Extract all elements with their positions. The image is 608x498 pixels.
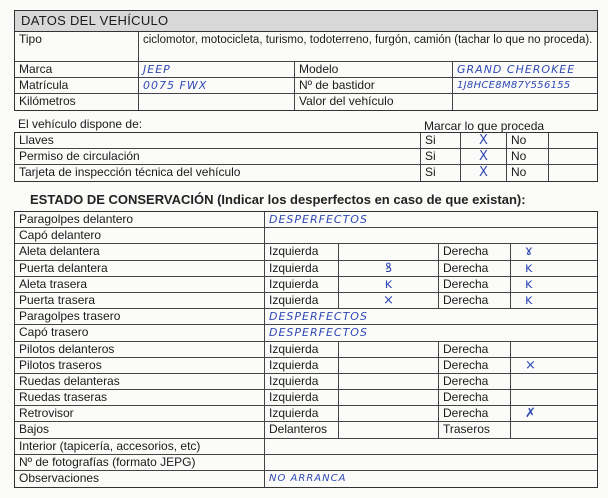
tipo-value: ciclomotor, motocicleta, turismo, todoterreno, furgón, camión (tachar lo que no proceda). <box>143 34 593 46</box>
empty-cell <box>339 244 439 259</box>
empty-cell <box>339 422 439 437</box>
izquierda-label: Izquierda <box>265 293 339 308</box>
row-label: Capó delantero <box>15 228 265 243</box>
marca-value: JEEP <box>139 62 295 77</box>
hand-mark: ✗ <box>525 406 536 422</box>
estado-title: ESTADO DE CONSERVACIÓN (Indicar los desperfectos en caso de que existan): <box>30 192 526 207</box>
row-label: Aleta trasera <box>15 277 265 292</box>
derecha-label: Derecha <box>439 406 511 421</box>
empty-cell <box>265 228 597 243</box>
derecha-label: Derecha <box>439 277 511 292</box>
handwritten-note: DESPERFECTOS <box>269 213 368 226</box>
llaves-label: Llaves <box>15 133 421 148</box>
si-label: Si <box>421 149 461 164</box>
handwritten-note: DESPERFECTOS <box>269 326 368 340</box>
hand-mark: ꝸ <box>339 261 439 276</box>
matricula-value: 0075 FWX <box>139 78 295 93</box>
matricula-label: Matrícula <box>15 78 139 93</box>
izquierda-label: Izquierda <box>265 244 339 259</box>
row-label: Pilotos delanteros <box>15 342 265 357</box>
check-mark: X <box>461 133 507 148</box>
dispone-label: El vehículo dispone de: <box>18 117 143 131</box>
hand-mark: × <box>339 293 439 308</box>
row-label: Paragolpes delantero <box>15 212 265 227</box>
km-value <box>139 94 295 110</box>
empty-cell <box>339 358 439 373</box>
izquierda-label: Izquierda <box>265 358 339 373</box>
empty-cell <box>339 342 439 357</box>
itv-label: Tarjeta de inspección técnica del vehículo <box>15 165 421 181</box>
si-label: Si <box>421 165 461 181</box>
modelo-value: GRAND CHEROKEE <box>457 63 576 76</box>
documents-table <box>14 132 598 182</box>
empty-cell <box>511 342 597 357</box>
row-label: Aleta delantera <box>15 244 265 259</box>
izquierda-label: Izquierda <box>265 406 339 421</box>
derecha-label: Derecha <box>439 244 511 259</box>
row-label: Retrovisor <box>15 406 265 421</box>
empty-cell <box>549 165 597 181</box>
empty-cell <box>339 374 439 389</box>
hand-mark: ĸ <box>339 277 439 292</box>
empty-cell <box>265 439 597 454</box>
check-mark: X <box>461 149 507 164</box>
izquierda-label: Izquierda <box>265 390 339 405</box>
derecha-label: Derecha <box>439 390 511 405</box>
bastidor-label: Nº de bastidor <box>295 78 453 93</box>
check-mark: X <box>461 165 507 181</box>
row-label: Puerta trasera <box>15 293 265 308</box>
handwritten-note: DESPERFECTOS <box>269 310 368 324</box>
empty-cell <box>339 390 439 405</box>
marca-label: Marca <box>15 62 139 77</box>
bastidor-value: 1J8HCE8M87Y556155 <box>457 80 571 91</box>
izquierda-label: Izquierda <box>265 374 339 389</box>
row-label: Observaciones <box>15 471 265 487</box>
permiso-label: Permiso de circulación <box>15 149 421 164</box>
empty-cell <box>511 390 597 405</box>
valor-label: Valor del vehículo <box>295 94 453 110</box>
traseros-label: Traseros <box>439 422 511 437</box>
hand-mark: ĸ <box>525 260 533 276</box>
row-label: Nº de fotografías (formato JEPG) <box>15 455 265 470</box>
si-label: Si <box>421 133 461 148</box>
modelo-label: Modelo <box>295 62 453 77</box>
derecha-label: Derecha <box>439 358 511 373</box>
tipo-label: Tipo <box>15 32 139 61</box>
hand-mark: ɤ <box>525 244 533 260</box>
empty-cell <box>339 406 439 421</box>
no-label: No <box>507 149 549 164</box>
empty-cell <box>549 149 597 164</box>
row-label: Ruedas delanteras <box>15 374 265 389</box>
empty-cell <box>511 422 597 437</box>
no-label: No <box>507 165 549 181</box>
empty-cell <box>549 133 597 148</box>
vehicle-data-table <box>14 10 598 111</box>
observaciones-value: NO ARRANCA <box>269 473 347 484</box>
hand-mark: ĸ <box>525 276 533 292</box>
km-label: Kilómetros <box>15 94 139 110</box>
hand-mark: ĸ <box>525 292 533 308</box>
izquierda-label: Izquierda <box>265 261 339 276</box>
row-label: Interior (tapicería, accesorios, etc) <box>15 439 265 454</box>
row-label: Pilotos traseros <box>15 358 265 373</box>
row-label: Bajos <box>15 422 265 437</box>
row-label: Puerta delantera <box>15 261 265 276</box>
valor-value <box>453 94 597 110</box>
row-label: Capó trasero <box>15 325 265 340</box>
hand-mark: × <box>525 357 536 373</box>
derecha-label: Derecha <box>439 293 511 308</box>
izquierda-label: Izquierda <box>265 277 339 292</box>
marcar-label: Marcar lo que proceda <box>424 119 545 133</box>
row-label: Ruedas traseras <box>15 390 265 405</box>
derecha-label: Derecha <box>439 374 511 389</box>
empty-cell <box>511 374 597 389</box>
derecha-label: Derecha <box>439 342 511 357</box>
derecha-label: Derecha <box>439 261 511 276</box>
delanteros-label: Delanteros <box>265 422 339 437</box>
no-label: No <box>507 133 549 148</box>
izquierda-label: Izquierda <box>265 342 339 357</box>
condition-table <box>14 211 598 488</box>
empty-cell <box>265 455 597 470</box>
row-label: Paragolpes trasero <box>15 309 265 324</box>
vehicle-data-title: DATOS DEL VEHÍCULO <box>15 11 597 32</box>
